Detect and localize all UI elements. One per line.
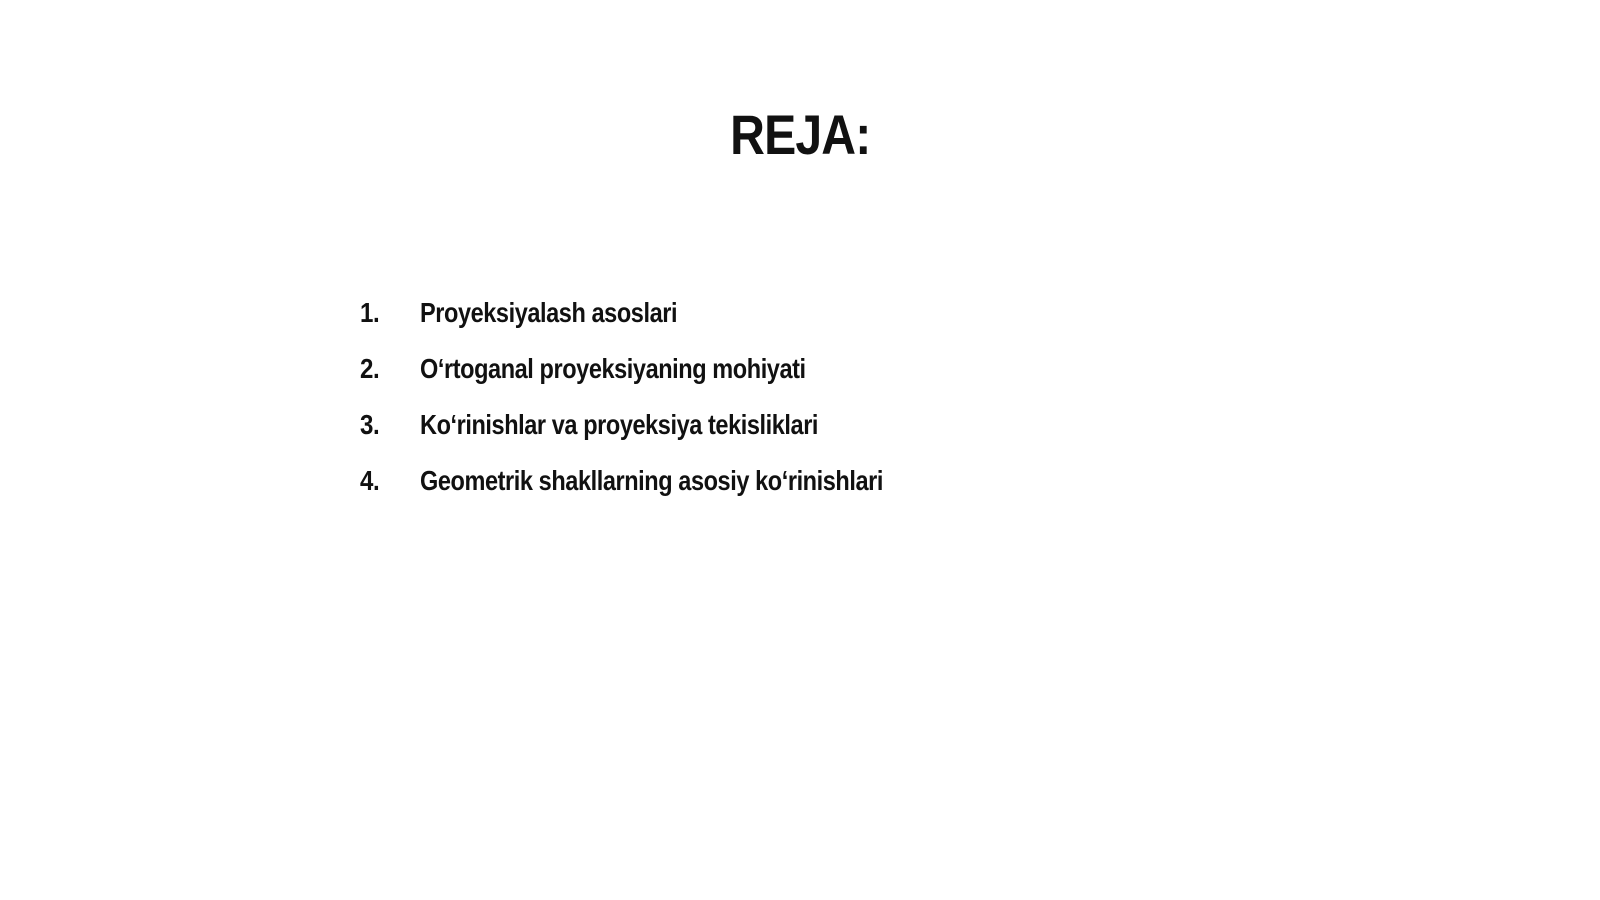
plan-item-text: Ko‘rinishlar va proyeksiya tekisliklari — [420, 409, 819, 440]
plan-item-number: 1. — [360, 297, 380, 328]
plan-item — [360, 285, 971, 341]
plan-item-number: 2. — [360, 353, 380, 384]
plan-list — [360, 285, 971, 509]
slide-title: REJA: — [730, 103, 871, 166]
plan-item — [360, 453, 971, 509]
plan-item-text: Geometrik shakllarning asosiy ko‘rinishlari — [420, 465, 883, 496]
plan-item-text: Proyeksiyalash asoslari — [420, 297, 678, 328]
plan-item — [360, 341, 971, 397]
plan-item-text: O‘rtoganal proyeksiyaning mohiyati — [420, 353, 806, 384]
plan-item-number: 4. — [360, 465, 380, 496]
plan-item — [360, 397, 971, 453]
plan-item-number: 3. — [360, 409, 380, 440]
